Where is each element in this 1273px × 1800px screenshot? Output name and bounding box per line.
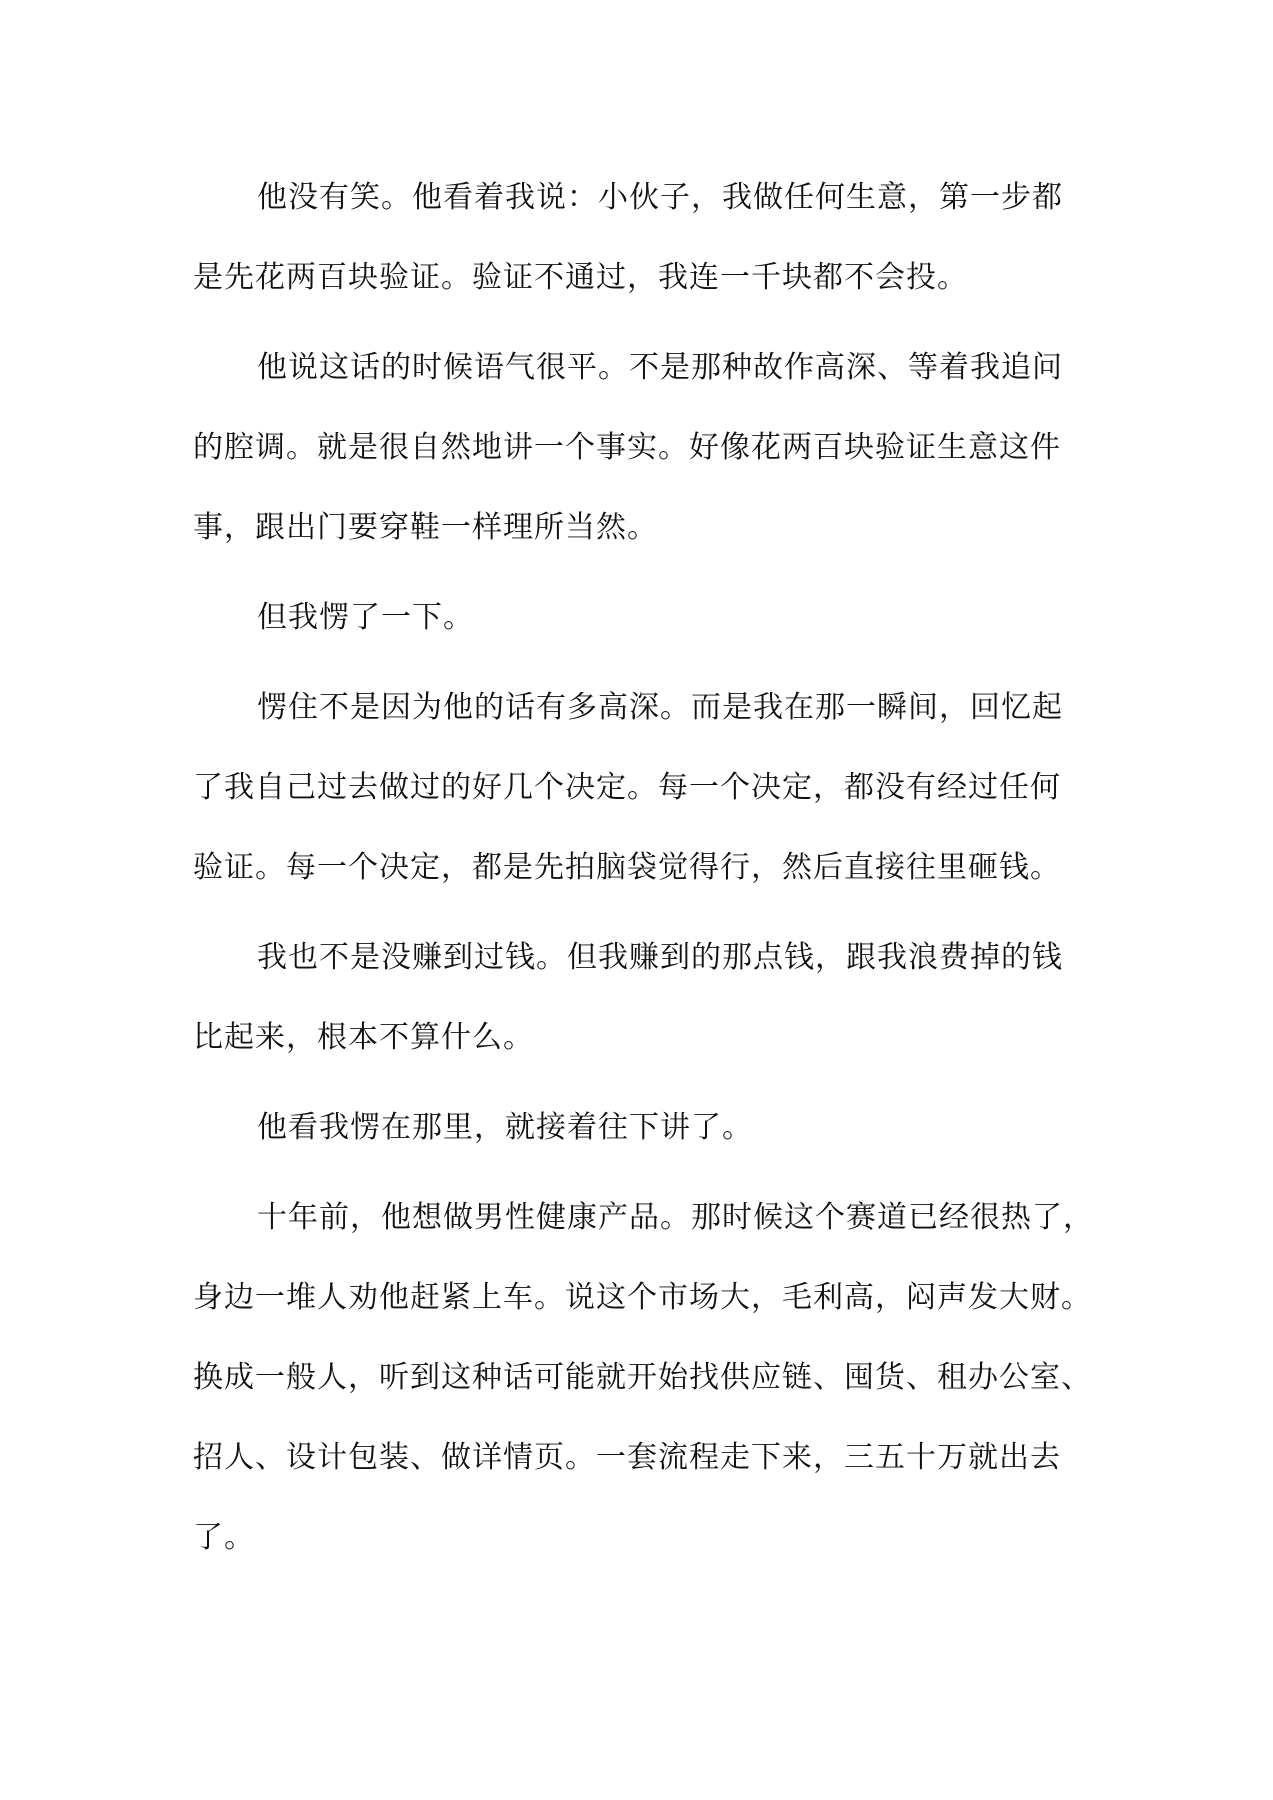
- text-line: 是先花两百块验证。验证不通过，我连一千块都不会投。: [193, 260, 968, 295]
- text-line: 他没有笑。他看着我说：小伙子，我做任何生意，第一步都: [257, 180, 1063, 215]
- text-line: 换成一般人，听到这种话可能就开始找供应链、囤货、租办公室、: [193, 1360, 1092, 1395]
- text-line: 招人、设计包装、做详情页。一套流程走下来，三五十万就出去: [193, 1440, 1061, 1475]
- text-line: 身边一堆人劝他赶紧上车。说这个市场大，毛利高，闷声发大财。: [193, 1280, 1092, 1315]
- text-line: 但我愣了一下。: [257, 600, 474, 635]
- text-line: 他看我愣在那里，就接着往下讲了。: [257, 1110, 753, 1145]
- text-line: 验证。每一个决定，都是先拍脑袋觉得行，然后直接往里砸钱。: [193, 850, 1061, 885]
- text-line: 愣住不是因为他的话有多高深。而是我在那一瞬间，回忆起: [257, 690, 1063, 725]
- text-line: 了我自己过去做过的好几个决定。每一个决定，都没有经过任何: [193, 770, 1061, 805]
- text-line: 十年前，他想做男性健康产品。那时候这个赛道已经很热了，: [257, 1200, 1094, 1235]
- text-line: 的腔调。就是很自然地讲一个事实。好像花两百块验证生意这件: [193, 430, 1061, 465]
- text-line: 了。: [193, 1520, 255, 1555]
- text-line: 我也不是没赚到过钱。但我赚到的那点钱，跟我浪费掉的钱: [257, 940, 1063, 975]
- text-line: 比起来，根本不算什么。: [193, 1020, 534, 1055]
- text-line: 事，跟出门要穿鞋一样理所当然。: [193, 510, 658, 545]
- text-line: 他说这话的时候语气很平。不是那种故作高深、等着我追问: [257, 350, 1063, 385]
